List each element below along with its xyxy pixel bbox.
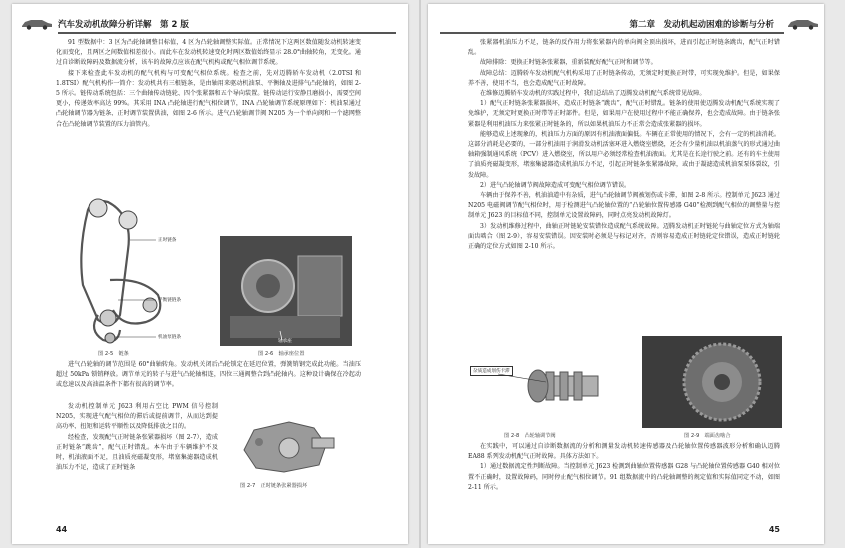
car-logo-icon [20, 15, 54, 31]
tensioner-image [234, 410, 344, 482]
label-timing-chain: 正时链条 [158, 238, 177, 243]
paragraph: 91 型数据中：3 区为凸轮轴调整目标值，4 区为凸轮轴调整实际值。正常情况下这两区数值随发动机转速变化而变化，且两区之间数值相差很小。而此车在发动机转速变化时两区数值始终显示 28.0°曲轴转角，无变化。通过自诊断故障码及数据流分析，该车的故障点应该在配气机构或配气相位调节系统。 [56, 39, 361, 67]
body-text [56, 360, 361, 391]
figure-chain-diagram [58, 190, 208, 348]
paragraph: 在实践中，可以通过自诊断数据流的分析和测量发动机转速传感器及凸轮轴位置传感器波形分析和确认迈腾 EA88 系列发动机配气正时故障。具体方法如下。 [468, 443, 780, 461]
paragraph: 接下来检查此车发动机的配气机构与可变配气相位系统。检查之前，先对迈腾轿车发动机（2.0TSI 和 1.8TSI）配气机构作一简介：发动机共有三根链条，是由轴用来驱动机油泵、平衡轴及进排气凸轮轴的，如图 2-5 所示。链传动系统包括：三个曲轴传动链轮、四个张紧器和五个导向装置。链传动运行安静且磨损小，需要空间更小，传递效率高达 99%。其采用 INA 凸轮轴进行配气相位调节，INA 凸轮轴调节系统原理如下：机油泵通过凸轮轴调节器为链条、正时调节装置供油，如图 2-6 所示。进气凸轮轴调节阀 N205 为一个单向阀和一个滤网整合在凸轮轴调节装置的压力油管内。 [56, 69, 361, 128]
body-text [468, 442, 780, 493]
header-rule [58, 32, 396, 34]
body-text [56, 38, 361, 130]
body-text-wrapped [56, 402, 218, 473]
paragraph: 故障总结：迈腾轿车发动机配气机构采用了正时链条传动，无须定时更换正时带，可实现免维护。但是，如果保养不善，使用不当，也会造成配气正时故障。 [468, 69, 780, 87]
paragraph: 经检查，发现配气正时链条张紧器损坏（图 2-7），造成正时链条“跳齿”，配气正时错乱。本车由于车辆维护不及时，机油液面不足，且油质亮磁凝变形，堵塞集滤器造成机油压力不足，造成了正时链条 [56, 433, 218, 472]
label-balance-chain: 平衡链链条 [158, 298, 181, 303]
camshaft-valve-image [468, 336, 618, 428]
face-teeth-photo-image [642, 336, 782, 428]
paragraph: 车辆由于保养不善，机油油道中有杂质，进气凸轮轴调节阀被划伤或卡滞，如图 2-8 所示。控制单元 J623 通过 N205 电磁阀调节配气相位时，用于检测进气凸轮轴位置的“凸轮轴位置传感器 G40”检测到配气相位的调整量与控制单元 J623 的目标值不同，控制单元设置故障码，同时点亮发动机故障灯。 [468, 192, 780, 220]
figure-face-teeth-photo [642, 336, 782, 428]
bearing-photo-image [220, 236, 352, 346]
car-logo-icon [786, 15, 820, 31]
page-number: 45 [768, 525, 780, 534]
page-gutter [419, 0, 421, 548]
figure-caption: 图 2-7 正时链条张紧器损坏 [240, 483, 308, 489]
figure-caption: 图 2-5 链条 [98, 351, 129, 357]
paragraph: 1）通过数据流定性判断故障。当控制单元 J623 检测到曲轴位置传感器 G28 与凸轮轴位置传感器 G40 相对位置不正确时，设置故障码，同时停止配气相位调节。91 组数据流中的凸轮轴调整的规定值和实际值同定不动，如图 2-11 所示。 [468, 463, 780, 491]
figure-caption: 图 2-9 端面齿啮合 [684, 433, 731, 439]
figure-caption: 图 2-8 凸轮轴调节阀 [504, 433, 556, 439]
header-rule [440, 32, 784, 34]
running-header: 第二章 发动机起动困难的诊断与分析 [629, 20, 774, 30]
figure-camshaft-valve [468, 336, 618, 428]
paragraph: 故障排除：更换正时链条张紧器，重新装配好配气正时和调节等。 [480, 59, 657, 67]
paragraph: 能够造成上述现象的，机油压力方面的原因有机油液面偏低。车辆在正常使用的情况下，会有一定的机油消耗。这部分消耗是必要的，一部分机油用于润滑发动机活塞环进入燃烧室燃烧，还会有少量机油以机油蒸气的形式通过曲轴箱强制通风系统（PCV）进入燃烧室，所以用户必须经常检查机油液面。尤其是在长途行驶之前。还有的车主使用了油质亮磁凝变形，堵塞集滤器造成机油压力不足，引起正时链条张紧器故障，或由于凝滤造成机油泵泵体裂纹，引发故障。 [468, 130, 780, 179]
paragraph: 2）进气凸轮轴调节阀故障造成可变配气相位调节错误。 [480, 181, 631, 189]
figure-tensioner [234, 410, 344, 482]
paragraph: 进气凸轮轴的调节范围是 60°曲轴转角。发动机关闭后凸轮锁定在延迟位置，弹簧销钢完成此功能。当油压超过 50kPa 锁销释放。调节单元的转子与进气凸轮轴相连，四位三通阀整合到凸轮轴内。这种设计确保在冷起动或怠速以及高油温条件下都有很高的调节率。 [56, 361, 361, 389]
label-oil-pump-chain: 机油泵链条 [158, 335, 181, 340]
label-bearing-seat: 轴承座 [278, 339, 292, 344]
paragraph: 在维修迈腾轿车发动机的实践过程中，我们总结出了迈腾发动机配气系统常见故障。 [480, 90, 706, 98]
label-impurity-scratch: 杂质造成划伤卡滞 [470, 366, 513, 376]
chain-drawing [58, 190, 208, 348]
paragraph: 1）配气正时链条张紧器损坏，造成正时链条“跳齿”，配气正时错乱。链条的使用使迈腾发动机配气系统实现了免维护，无须定时更换正时带等正时部件。但是，如果用户在使用过程中不能正确保养，也会造成故障。由于链条张紧器是利用机油压力来张紧正时链条的，所以如果机油压力不正常会造成张紧器的损坏。 [468, 100, 780, 128]
running-header: 汽车发动机故障分析详解 第 2 版 [58, 20, 189, 30]
figure-bearing-photo [220, 236, 352, 346]
body-text [468, 38, 780, 252]
paragraph: 发动机控制单元 J623 利用占空比 PWM 信号控制 N205，实现进气配气相位的滞后或提前调节，从而达到提高功率、扭矩和运转平顺性以及降低排放之目的。 [56, 403, 218, 431]
right-page [428, 4, 824, 544]
figure-caption: 图 2-6 轴承座位置 [258, 351, 305, 357]
page-number: 44 [56, 525, 68, 534]
paragraph: 3）发动机维修过程中，曲轴正时链轮安装错位造成配气系统故障。迈腾发动机正时链轮与曲轴定位方式为轴端面齿啮合（图 2-9），容易安装错误。因安装时必须是与标记对齐，否则容易造成正时链轮定位错误，造成正时链轮正确的定位方式如图 2-10 所示。 [468, 222, 780, 251]
left-page [12, 4, 408, 544]
paragraph: 张紧器机油压力不足，链条的反作用力将张紧器内的单向阀全顶出损坏，进而引起正时链条跳齿，配气正时错乱。 [468, 39, 780, 57]
